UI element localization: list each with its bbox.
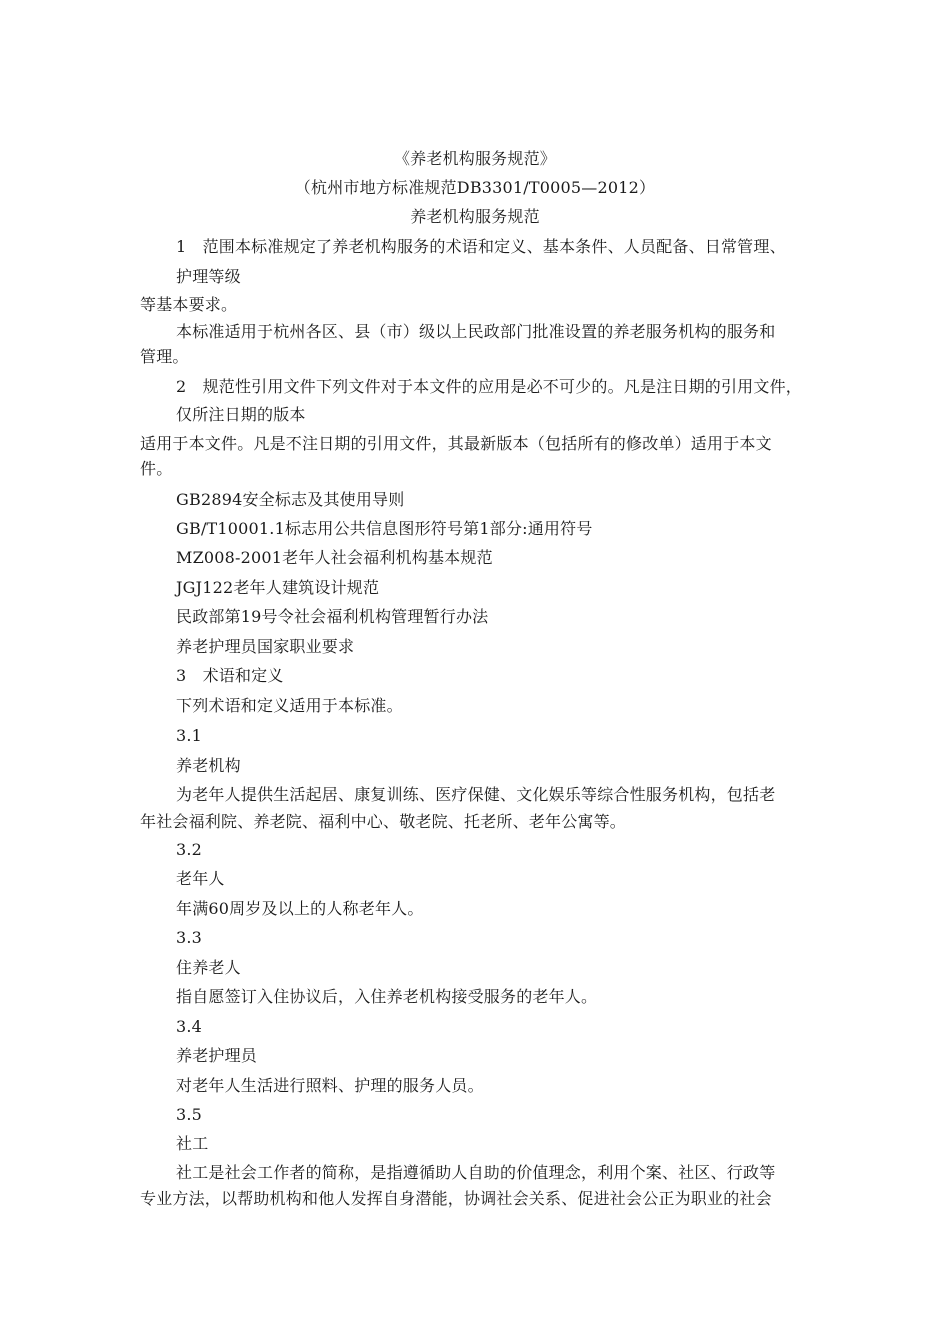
reference-item: MZ008-2001老年人社会福利机构基本规范 — [176, 548, 493, 567]
text-line: 下列术语和定义适用于本标准。 — [176, 696, 403, 715]
term-name: 老年人 — [176, 869, 225, 888]
text-line: 等基本要求。 — [140, 295, 238, 314]
text-line: 本标准适用于杭州各区、县（市）级以上民政部门批准设置的养老服务机构的服务和 — [176, 322, 776, 341]
reference-item: GB/T10001.1标志用公共信息图形符号第1部分:通用符号 — [176, 519, 593, 538]
term-definition: 年社会福利院、养老院、福利中心、敬老院、托老所、老年公寓等。 — [140, 812, 627, 831]
reference-item: JGJ122老年人建筑设计规范 — [176, 578, 380, 597]
term-number: 3.3 — [176, 928, 203, 947]
text-line: 管理。 — [140, 347, 189, 366]
text-line: 仅所注日期的版本 — [176, 405, 306, 424]
document-heading: 养老机构服务规范 — [410, 207, 540, 226]
term-number: 3.2 — [176, 840, 203, 859]
reference-item: 养老护理员国家职业要求 — [176, 637, 355, 656]
reference-item: GB2894安全标志及其使用导则 — [176, 490, 405, 509]
section-3-terms: 3 术语和定义 — [176, 666, 284, 685]
term-definition: 专业方法，以帮助机构和他人发挥自身潜能，协调社会关系、促进社会公正为职业的社会 — [140, 1189, 772, 1208]
reference-item: 民政部第19号令社会福利机构管理暂行办法 — [176, 607, 489, 626]
text-line: 件。 — [140, 459, 173, 478]
term-definition: 对老年人生活进行照料、护理的服务人员。 — [176, 1076, 484, 1095]
term-name: 养老护理员 — [176, 1046, 258, 1065]
term-name: 养老机构 — [176, 756, 241, 775]
section-1-scope: 1 范围本标准规定了养老机构服务的术语和定义、基本条件、人员配备、日常管理、 — [176, 237, 786, 256]
text-line: 适用于本文件。凡是不注日期的引用文件，其最新版本（包括所有的修改单）适用于本文 — [140, 434, 772, 453]
section-2-references: 2 规范性引用文件下列文件对于本文件的应用是必不可少的。凡是注日期的引用文件， — [176, 377, 802, 396]
term-name: 住养老人 — [176, 958, 241, 977]
term-name: 社工 — [176, 1134, 209, 1153]
term-number: 3.5 — [176, 1105, 203, 1124]
term-definition: 年满60周岁及以上的人称老年人。 — [176, 899, 424, 918]
term-number: 3.1 — [176, 726, 203, 745]
term-definition: 指自愿签订入住协议后，入住养老机构接受服务的老年人。 — [176, 987, 598, 1006]
term-definition: 为老年人提供生活起居、康复训练、医疗保健、文化娱乐等综合性服务机构，包括老 — [176, 785, 776, 804]
document-title: 《养老机构服务规范》 — [393, 149, 556, 168]
document-subtitle: （杭州市地方标准规范DB3301/T0005—2012） — [294, 178, 656, 197]
term-number: 3.4 — [176, 1017, 203, 1036]
text-line: 护理等级 — [176, 267, 241, 286]
term-definition: 社工是社会工作者的简称，是指遵循助人自助的价值理念，利用个案、社区、行政等 — [176, 1163, 776, 1182]
